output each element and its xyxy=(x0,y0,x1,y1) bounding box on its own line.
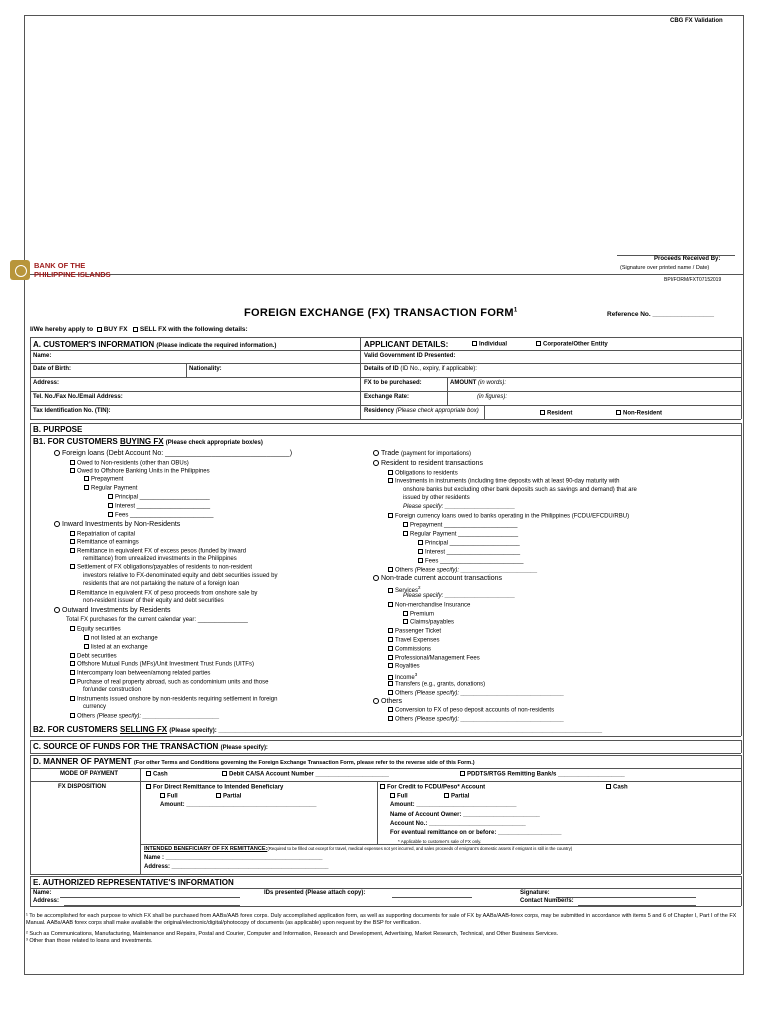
mode-of-payment-label: MODE OF PAYMENT xyxy=(60,771,119,777)
applicable-note: * Applicable to customer's sale of FX only. xyxy=(398,839,482,844)
credit-partial[interactable]: Partial xyxy=(444,793,469,800)
direct-full[interactable]: Full xyxy=(160,793,178,800)
cash-disposition-option[interactable]: Cash xyxy=(606,784,628,791)
apply-line: I/We hereby apply to BUY FX SELL FX with the following details: xyxy=(30,326,248,333)
direct-partial[interactable]: Partial xyxy=(216,793,241,800)
loan-regular-payment[interactable]: Regular Payment xyxy=(84,485,137,492)
remittance-peso-proceeds[interactable]: Remittance in equivalent FX of peso proceeds from onshore sale by xyxy=(70,590,257,597)
fcy-prepayment[interactable]: Prepayment ______________________ xyxy=(403,522,517,529)
fx-purchased-label: FX to be purchased: xyxy=(364,380,422,386)
instruments-onshore[interactable]: Instruments issued onshore by non-residents requiring settlement in foreign xyxy=(70,696,277,703)
non-trade-others[interactable]: Others (Please specify): _______________________________ xyxy=(388,690,564,697)
owed-obu[interactable]: Owed to Offshore Banking Units in the Philippines xyxy=(70,468,210,475)
remittance-excess-pesos[interactable]: Remittance in equivalent FX of excess pesos (funded by inward xyxy=(70,548,246,555)
direct-remittance-option[interactable]: For Direct Remittance to Intended Beneficiary xyxy=(146,784,283,791)
commissions[interactable]: Commissions xyxy=(388,646,431,653)
debt-securities[interactable]: Debt securities xyxy=(70,653,117,660)
services-specify: Please specify: _____________________ xyxy=(403,593,516,599)
beneficiary-address: Address: _______________________________________________ xyxy=(144,864,329,870)
beneficiary-name: Name : _______________________________________________ xyxy=(144,855,323,861)
fcy-principal[interactable]: Principal _____________________ xyxy=(418,540,520,547)
b2-title: B2. FOR CUSTOMERS SELLING FX (Please specify): ___________________________________________________________________________________________________________________ xyxy=(33,725,603,734)
income[interactable]: Income$^3$ xyxy=(388,672,417,682)
address-label: Address: xyxy=(33,380,60,386)
obligations-residents[interactable]: Obligations to residents xyxy=(388,470,458,477)
rep-name-label: Name: xyxy=(33,890,52,896)
cbg-fx-validation: CBG FX Validation xyxy=(670,18,723,24)
total-fx-purchases: Total FX purchases for the current calendar year: _______________ xyxy=(66,617,248,623)
others-other[interactable]: Others (Please specify): _______________________________ xyxy=(388,716,564,723)
services[interactable]: Services$^2$ xyxy=(388,585,421,595)
instruments-onshore-line2: currency xyxy=(83,704,107,710)
offshore-mutual-funds[interactable]: Offshore Mutual Funds (MFs)/Unit Investment Trust Funds (UITFs) xyxy=(70,661,254,668)
credit-option[interactable]: For Credit to FCDU/Peso* Account xyxy=(380,784,485,791)
nationality-label: Nationality: xyxy=(189,366,222,372)
proceeds-received-label: Proceeds Received By: xyxy=(654,256,721,262)
settlement-fx[interactable]: Settlement of FX obligations/payables of residents to non-resident xyxy=(70,564,252,571)
rep-signature-label: Signature: xyxy=(520,890,550,896)
intended-beneficiary: INTENDED BENEFICIARY OF FX REMITTANCE:(Required to be filled out except for travel, medical expenses not yet incurred, and sales proceeds of emigrant's domestic assets if emigrant is still in the country) xyxy=(144,846,573,852)
not-listed-exchange[interactable]: not listed at an exchange xyxy=(84,635,158,642)
bpi-seal-icon xyxy=(10,260,30,280)
non-resident-option[interactable]: Non-Resident xyxy=(616,410,662,417)
passenger-ticket[interactable]: Passenger Ticket xyxy=(388,628,441,635)
pddts-option[interactable]: PDDTS/RTGS Remitting Bank/s ____________________ xyxy=(460,771,625,778)
rep-ids-label: IDs presented (Please attach copy): xyxy=(264,890,366,896)
individual-option[interactable]: Individual xyxy=(472,341,507,348)
customer-name-label: Name: xyxy=(33,353,52,359)
investments-instruments-line3: issued by other residents xyxy=(403,495,470,501)
others-option[interactable]: Others xyxy=(373,698,402,706)
section-c-title: C. SOURCE OF FUNDS FOR THE TRANSACTION (Please specify): xyxy=(33,742,268,751)
professional-fees[interactable]: Professional/Management Fees xyxy=(388,655,480,662)
transfers[interactable]: Transfers (e.g., grants, donations) xyxy=(388,681,485,688)
settlement-fx-line3: residents that are not partaking the nature of a foreign loan xyxy=(83,581,240,587)
resident-transactions-option[interactable]: Resident to resident transactions xyxy=(373,460,483,468)
eventual-remittance: For eventual remittance on or before: ___________________ xyxy=(390,830,562,836)
credit-full[interactable]: Full xyxy=(390,793,408,800)
remittance-excess-pesos-line2: remittance) from unrealized investments in the Philippines xyxy=(83,556,237,562)
tel-label: Tel. No./Fax No./Email Address: xyxy=(33,394,123,400)
bank-name-line1: BANK OF THE xyxy=(34,261,86,270)
reference-number: Reference No. _________________ xyxy=(607,311,714,318)
loan-principal[interactable]: Principal _____________________ xyxy=(108,494,210,501)
equity-securities[interactable]: Equity securities xyxy=(70,626,121,633)
direct-amount: Amount: _______________________________________ xyxy=(160,802,317,808)
valid-id-label: Valid Government ID Presented: xyxy=(364,353,456,359)
resident-option[interactable]: Resident xyxy=(540,410,572,417)
form-code: BPI/FORM/FXT07152019 xyxy=(664,277,722,283)
remittance-earnings[interactable]: Remittance of earnings xyxy=(70,539,139,546)
foreign-loans-radio[interactable] xyxy=(54,450,60,456)
form-title: FOREIGN EXCHANGE (FX) TRANSACTION FORM$^1$ xyxy=(244,307,518,319)
dob-label: Date of Birth: xyxy=(33,366,71,372)
fcy-regular-payment[interactable]: Regular Payment __________________ xyxy=(403,531,518,538)
applicant-details-title: APPLICANT DETAILS: xyxy=(364,340,449,349)
b1-title: B1. FOR CUSTOMERS BUYING FX (Please check appropriate box/es) xyxy=(33,437,263,446)
rep-contact-label: Contact Number/s: xyxy=(520,898,574,904)
rep-address-label: Address: xyxy=(33,898,60,904)
tin-label: Tax Identification No. (TIN): xyxy=(33,408,111,414)
resident-checkbox[interactable] xyxy=(540,410,545,415)
investments-instruments-line2: onshore banks but excluding other bank deposits such as savings and demand) that are xyxy=(403,487,637,493)
credit-amount: Amount: ______________________________ xyxy=(390,802,517,808)
resident-others[interactable]: Others (Please specify): _______________________ xyxy=(388,567,537,574)
settlement-fx-line2: investors relative to FX-denominated equity and debt securities issued by xyxy=(83,573,278,579)
cash-option[interactable]: Cash xyxy=(146,771,168,778)
owed-non-residents[interactable]: Owed to Non-residents (other than OBUs) xyxy=(70,460,189,467)
non-trade-option[interactable]: Non-trade current account transactions xyxy=(373,575,502,583)
non-merchandise-insurance[interactable]: Non-merchandise Insurance xyxy=(388,602,470,609)
exchange-rate-label: Exchange Rate: xyxy=(364,394,410,400)
intercompany-loan[interactable]: Intercompany loan between/among related parties xyxy=(70,670,210,677)
debit-option[interactable]: Debit CA/SA Account Number ______________________ xyxy=(222,771,389,778)
footnote-3: ³ Other than those related to loans and investments. xyxy=(26,938,153,944)
fcy-fees[interactable]: Fees _________________________ xyxy=(418,558,523,565)
bpi-logo xyxy=(10,258,150,284)
travel-expenses[interactable]: Travel Expenses xyxy=(388,637,439,644)
outward-investments-option[interactable]: Outward Investments by Residents xyxy=(54,607,171,615)
proceeds-note: (Signature over printed name / Date) xyxy=(620,265,710,271)
in-figures-label: (in figures): xyxy=(477,394,508,400)
footnote-2: ² Such as Communications, Manufacturing, Maintenance and Repairs, Postal and Courier, Computer and Information, Research and Development, Advertising, Market Research, Technical, and Other Business Services. xyxy=(26,931,559,937)
details-id-label: Details of ID (ID No., expiry, if applicable): xyxy=(364,366,477,372)
buy-fx-checkbox[interactable] xyxy=(97,327,102,332)
purchase-real-property[interactable]: Purchase of real property abroad, such as condominium units and those xyxy=(70,679,268,686)
repatriation[interactable]: Repatriation of capital xyxy=(70,531,135,538)
trade-option[interactable]: Trade (payment for importations) xyxy=(373,450,471,458)
claims-payables[interactable]: Claims/payables xyxy=(403,619,454,626)
foreign-loans-option[interactable]: Foreign loans (Debt Account No: ________________________________) xyxy=(54,450,292,458)
corporate-option[interactable]: Corporate/Other Entity xyxy=(536,341,608,348)
inward-investments-option[interactable]: Inward Investments by Non-Residents xyxy=(54,521,180,529)
fx-disposition-label: FX DISPOSITION xyxy=(58,784,107,790)
premium[interactable]: Premium xyxy=(403,611,434,618)
section-d-title: D. MANNER OF PAYMENT (For other Terms and Conditions governing the Foreign Exchange Transaction Form, please refer to the reverse side of this Form.) xyxy=(33,757,475,766)
non-resident-checkbox[interactable] xyxy=(616,410,621,415)
sell-fx-checkbox[interactable] xyxy=(133,327,138,332)
loan-fees[interactable]: Fees _________________________ xyxy=(108,512,213,519)
listed-exchange[interactable]: listed at an exchange xyxy=(84,644,148,651)
purchase-real-property-line2: for/under construction xyxy=(83,687,142,693)
loan-prepayment[interactable]: Prepayment xyxy=(84,476,123,483)
conversion-fx[interactable]: Conversion to FX of peso deposit accounts of non-residents xyxy=(388,707,554,714)
section-e-title: E. AUTHORIZED REPRESENTATIVE'S INFORMATION xyxy=(33,878,234,887)
footnote-1: ¹ To be accomplished for each purpose to which FX shall be purchased from AABs/AAB forex corps. Duly accomplished application form, as well as supporting documents for sale of FX by AABs/AAB-forex corps, may be submitted in accordance with items 5 and 6 of Chapter I, Part I of the FX Manual. AABs/AAB forex corps shall make available the original/electronic/digital/photocopy of documents (as applicable) upon request by the BSP for verification. xyxy=(26,913,737,927)
residency-label: Residency (Please check appropriate box) xyxy=(364,408,479,414)
loan-interest[interactable]: Interest ______________________ xyxy=(108,503,210,510)
corporate-checkbox[interactable] xyxy=(536,341,541,346)
fcy-loans[interactable]: Foreign currency loans owed to banks operating in the Philippines (FCDU/EFCDU/RBU) xyxy=(388,513,629,520)
bank-name-line2: PHILIPPINE ISLANDS xyxy=(34,269,111,279)
account-number: Account No.: _____________________________ xyxy=(390,821,526,827)
section-a-title: A. CUSTOMER'S INFORMATION (Please indicate the required information.) xyxy=(33,340,277,349)
investments-specify: Please specify: _____________________ xyxy=(403,504,516,510)
section-b-title: B. PURPOSE xyxy=(33,425,83,434)
individual-checkbox[interactable] xyxy=(472,341,477,346)
royalties[interactable]: Royalties xyxy=(388,663,420,670)
fcy-interest[interactable]: Interest ______________________ xyxy=(418,549,520,556)
account-owner: Name of Account Owner: _______________________ xyxy=(390,812,540,818)
remittance-peso-proceeds-line2: non-resident issuer of their equity and debt securities xyxy=(83,598,224,604)
investments-instruments[interactable]: Investments in instruments (including time deposits with at least 90-day maturity with xyxy=(388,478,619,485)
amount-label: AMOUNT (in words): xyxy=(450,380,507,386)
outward-others[interactable]: Others (Please specify): _______________________ xyxy=(70,713,219,720)
